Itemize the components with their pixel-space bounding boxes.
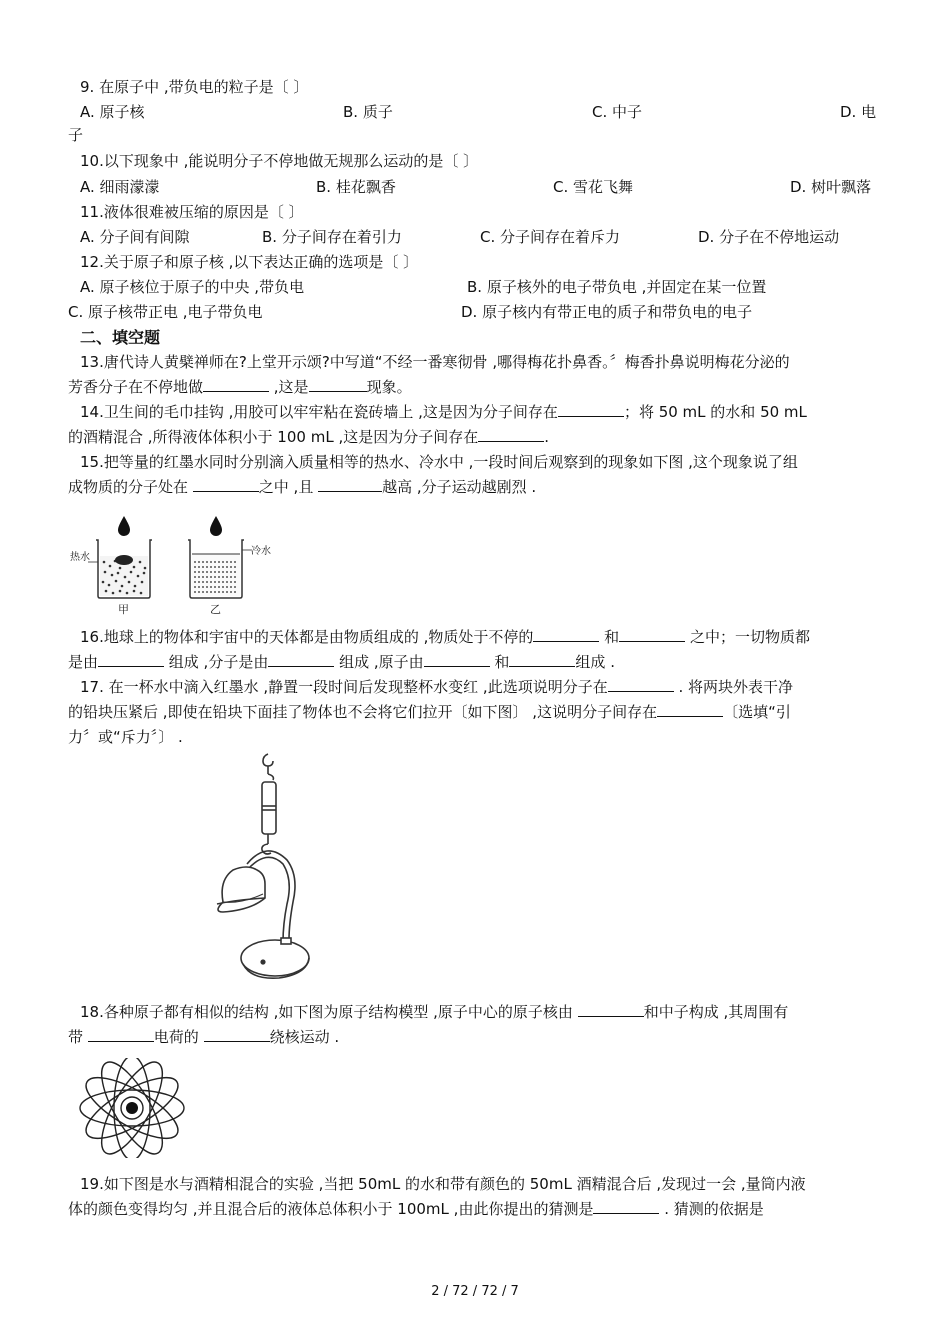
answer-blank[interactable] <box>608 677 674 692</box>
answer-blank[interactable] <box>193 477 259 492</box>
q10-option-c: C. 雪花飞舞 <box>553 178 634 196</box>
answer-blank[interactable] <box>578 1002 644 1017</box>
q12-option-d: D. 原子核内有带正电的质子和带负电的电子 <box>461 303 753 321</box>
q15-line-1: 15.把等量的红墨水同时分别滴入质量相等的热水、冷水中 ,一段时间后观察到的现象如下图 ,这个现象说了组 <box>80 453 798 471</box>
answer-blank[interactable] <box>268 652 334 667</box>
q10-option-a: A. 细雨濛濛 <box>80 178 160 196</box>
answer-blank[interactable] <box>88 1027 154 1042</box>
q14-line-1: 14.卫生间的毛巾挂钩 ,用胶可以牢牢粘在瓷砖墙上 ,这是因为分子间存在 ；将 50 mL 的水和 50 mL <box>80 403 807 421</box>
ink-drop-icon <box>210 516 222 536</box>
q12-option-b: B. 原子核外的电子带负电 ,并固定在某一位置 <box>467 278 767 296</box>
ink-drop-icon <box>118 516 130 536</box>
section-heading: 二、填空题 <box>80 328 161 347</box>
q18-line-1: 18.各种原子都有相似的结构 ,如下图为原子结构模型 ,原子中心的原子核由 和中子构成 ,其周围有 <box>80 1003 789 1021</box>
q19-line-1: 19.如下图是水与酒精相混合的实验 ,当把 50mL 的水和带有颜色的 50mL 酒精混合后 ,发现过一会 ,量筒内液 <box>80 1175 806 1193</box>
beakers-figure <box>68 512 278 616</box>
q9-option-d: D. 电 <box>840 103 877 121</box>
q17-line-2: 的铅块压紧后 ,即使在铅块下面挂了物体也不会将它们拉开〔如下图〕 ,这说明分子间存在 〔选填“引 <box>68 703 791 721</box>
lead-blocks-figure <box>205 752 325 982</box>
q11-option-c: C. 分子间存在着斥力 <box>480 228 621 246</box>
q16-line-1: 16.地球上的物体和宇宙中的天体都是由物质组成的 ,物质处于不停的 和 之中；一切物质都 <box>80 628 810 646</box>
q14-line-2: 的酒精混合 ,所得液体体积小于 100 mL ,这是因为分子间存在 . <box>68 428 549 446</box>
q10-option-d: D. 树叶飘落 <box>790 178 872 196</box>
q9-option-d-continued: 子 <box>68 126 84 144</box>
q9-option-a: A. 原子核 <box>80 103 145 121</box>
answer-blank[interactable] <box>558 402 624 417</box>
hot-water-beaker <box>88 540 152 598</box>
q19-line-2: 体的颜色变得均匀 ,并且混合后的液体总体积小于 100mL ,由此你提出的猜测是 . 猜测的依据是 <box>68 1200 764 1218</box>
q9-option-c: C. 中子 <box>592 103 643 121</box>
q12-option-c: C. 原子核带正电 ,电子带负电 <box>68 303 263 321</box>
q15-line-2: 成物质的分子处在 之中 ,且 越高 ,分子运动越剧烈 . <box>68 478 537 496</box>
answer-blank[interactable] <box>424 652 490 667</box>
cold-water-beaker <box>188 540 252 598</box>
answer-blank[interactable] <box>619 627 685 642</box>
q13-line-2: 芳香分子在不停地做 ,这是 现象。 <box>68 378 412 396</box>
answer-blank[interactable] <box>478 427 544 442</box>
q9-stem: 9. 在原子中 ,带负电的粒子是〔 〕 <box>80 78 309 96</box>
beaker-label-yi: 乙 <box>210 603 221 616</box>
answer-blank[interactable] <box>203 377 269 392</box>
q11-option-a: A. 分子间有间隙 <box>80 228 190 246</box>
q12-stem: 12.关于原子和原子核 ,以下表达正确的选项是〔 〕 <box>80 253 419 271</box>
q12-option-a: A. 原子核位于原子的中央 ,带负电 <box>80 278 305 296</box>
q18-line-2: 带 电荷的 绕核运动 . <box>68 1028 340 1046</box>
answer-blank[interactable] <box>533 627 599 642</box>
q10-stem: 10.以下现象中 ,能说明分子不停地做无规那么运动的是〔 〕 <box>80 152 479 170</box>
atom-model-figure <box>76 1058 188 1158</box>
q10-option-b: B. 桂花飘香 <box>316 178 396 196</box>
answer-blank[interactable] <box>204 1027 270 1042</box>
answer-blank[interactable] <box>309 377 367 392</box>
answer-blank[interactable] <box>98 652 164 667</box>
q17-line-3: 力〞或“斥力〞〕 . <box>68 728 183 746</box>
q9-option-b: B. 质子 <box>343 103 393 121</box>
q11-option-d: D. 分子在不停地运动 <box>698 228 840 246</box>
nucleus-icon <box>126 1102 138 1114</box>
q11-option-b: B. 分子间存在着引力 <box>262 228 402 246</box>
cold-water-label: 冷水 <box>251 546 271 557</box>
answer-blank[interactable] <box>657 702 723 717</box>
q17-line-1: 17. 在一杯水中滴入红墨水 ,静置一段时间后发现整杯水变红 ,此选项说明分子在 . 将两块外表干净 <box>80 678 794 696</box>
answer-blank[interactable] <box>593 1199 659 1214</box>
q16-line-2: 是由 组成 ,分子是由 组成 ,原子由 和 组成 . <box>68 653 615 671</box>
hot-water-label: 热水 <box>70 552 90 563</box>
answer-blank[interactable] <box>509 652 575 667</box>
answer-blank[interactable] <box>318 477 382 492</box>
beaker-label-jia: 甲 <box>118 603 129 616</box>
page-number: 2 / 72 / 72 / 7 <box>431 1284 519 1299</box>
q13-line-1: 13.唐代诗人黄檗禅师在?上堂开示颂?中写道“不经一番寒彻骨 ,哪得梅花扑鼻香。〞梅香扑鼻说明梅花分泌的 <box>80 353 790 371</box>
q11-stem: 11.液体很难被压缩的原因是〔 〕 <box>80 203 304 221</box>
